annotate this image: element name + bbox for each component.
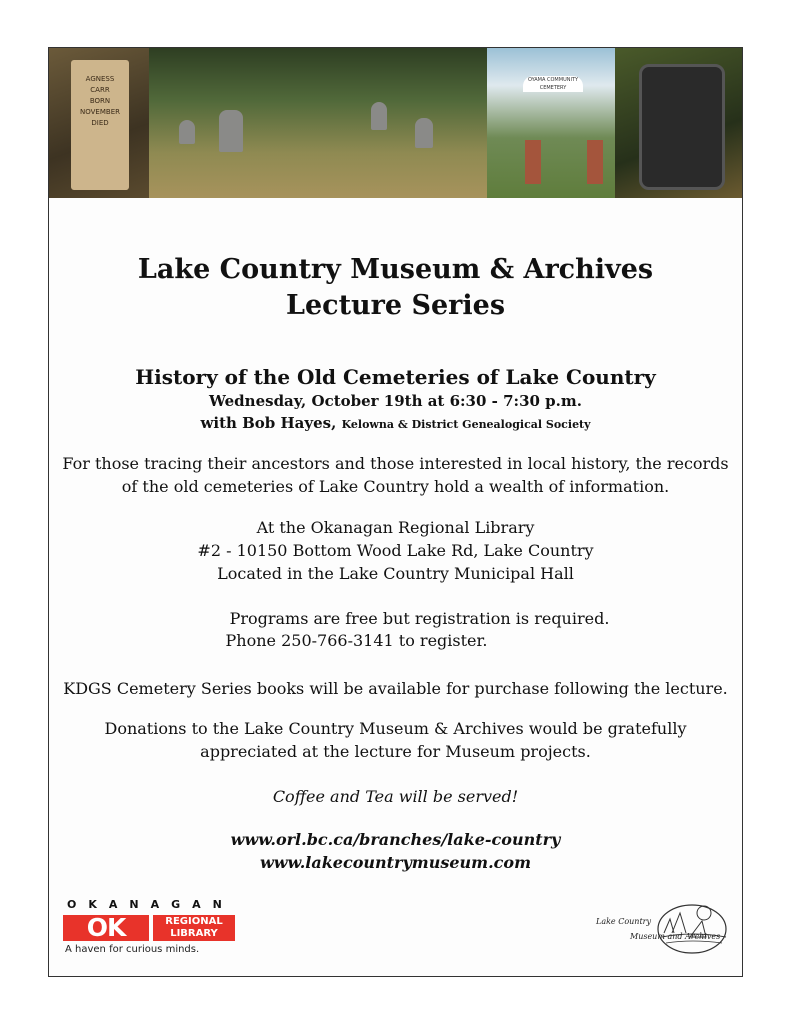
venue-location: Located in the Lake Country Municipal Hall <box>217 564 574 583</box>
library-url[interactable]: www.orl.bc.ca/branches/lake-country <box>230 830 561 849</box>
headstone <box>71 60 129 190</box>
orl-logo-name: REGIONAL LIBRARY <box>153 915 235 941</box>
headstone-photo <box>49 48 149 198</box>
photo-banner <box>49 48 742 198</box>
museum-logo-icon <box>594 893 734 963</box>
website-links <box>49 828 742 874</box>
gravestone <box>371 102 387 130</box>
page-subtitle: Lecture Series <box>285 290 506 321</box>
event-title: History of the Old Cemeteries of Lake Country <box>135 365 656 389</box>
books-note: KDGS Cemetery Series books will be available for purchase following the lecture. <box>63 679 728 698</box>
museum-url[interactable]: www.lakecountrymuseum.com <box>259 853 531 872</box>
lake-country-museum-logo <box>594 893 734 963</box>
event-datetime: Wednesday, October 19th at 6:30 - 7:30 p.m. <box>209 392 582 410</box>
venue-block <box>49 516 742 585</box>
speaker-name: with Bob Hayes, <box>200 414 337 432</box>
event-speaker <box>49 414 742 432</box>
stone-marker <box>639 64 725 190</box>
page-title: Lake Country Museum & Archives <box>137 254 654 285</box>
museum-logo-line2: Museum and Archives <box>630 932 721 941</box>
venue-address: #2 - 10150 Bottom Wood Lake Rd, Lake Country <box>197 541 594 560</box>
donations-note: Donations to the Lake Country Museum & Archives would be gratefully appreciated at the lecture for Museum projects. <box>104 719 687 761</box>
cemetery-photo <box>149 48 487 198</box>
registration-block <box>49 608 742 652</box>
venue-name: At the Okanagan Regional Library <box>256 518 535 537</box>
cemetery-gate-photo <box>487 48 615 198</box>
gravestone <box>415 118 433 148</box>
orl-tagline: A haven for curious minds. <box>65 944 200 955</box>
flyer-frame <box>48 47 743 977</box>
speaker-org: Kelowna & District Genealogical Society <box>341 418 591 431</box>
intro-paragraph: For those tracing their ancestors and those interested in local history, the records of the old cemeteries of Lake Country hold a wealth of information. <box>62 454 729 496</box>
okanagan-regional-library-logo <box>63 898 243 960</box>
old-marker-photo <box>615 48 742 198</box>
cemetery-sign: OYAMA COMMUNITY CEMETERY <box>523 76 583 92</box>
gate-post <box>525 140 541 184</box>
gravestone <box>219 110 243 152</box>
museum-logo-line1: Lake Country <box>596 917 652 926</box>
refreshments-note: Coffee and Tea will be served! <box>272 787 519 806</box>
orl-logo-ok: OK <box>63 915 149 941</box>
registration-note: Programs are free but registration is required. <box>229 609 610 628</box>
gate-post <box>587 140 603 184</box>
registration-phone: Phone 250-766-3141 to register. <box>225 631 488 650</box>
orl-logo-top: OKANAGAN <box>67 898 234 911</box>
gravestone <box>179 120 195 144</box>
headstone-inscription: AGNESS CARR BORN NOVEMBER DIED <box>80 75 120 127</box>
